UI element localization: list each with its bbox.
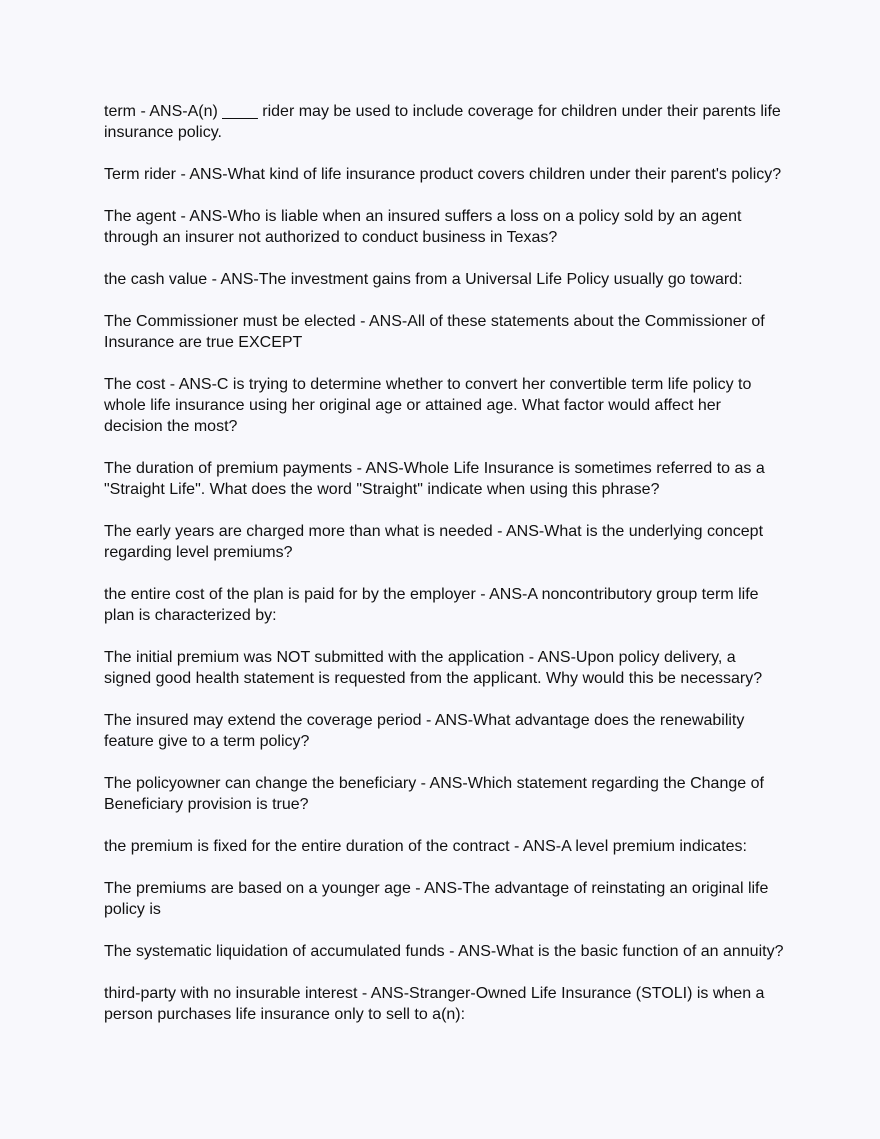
- qa-entry: [104, 206, 784, 248]
- entry-separator: - ANS-: [355, 313, 408, 330]
- entry-separator: - ANS-: [416, 775, 468, 792]
- entry-answer: The insured may extend the coverage period: [104, 712, 422, 729]
- qa-entry: [104, 269, 784, 290]
- qa-entry: [104, 983, 784, 1025]
- entry-question: What is the underlying concept regarding level premiums?: [104, 523, 764, 561]
- entry-answer: third-party with no insurable interest: [104, 985, 358, 1002]
- entry-separator: - ANS-: [165, 376, 217, 393]
- qa-entry: [104, 101, 784, 143]
- entry-question: A(n) ____ rider may be used to include coverage for children under their parents life insurance policy.: [104, 103, 781, 141]
- entry-answer: the cash value: [104, 271, 208, 288]
- qa-entry: [104, 647, 784, 689]
- entry-question: Stranger-Owned Life Insurance (STOLI) is when a person purchases life insurance only to sell to a(n):: [104, 985, 765, 1023]
- entry-answer: Term rider: [104, 166, 177, 183]
- entry-answer: The early years are charged more than what is needed: [104, 523, 493, 540]
- qa-entry: [104, 941, 784, 962]
- document-page: [104, 101, 784, 1046]
- entry-answer: The agent: [104, 208, 177, 225]
- entry-separator: - ANS-: [207, 271, 259, 288]
- entry-answer: The policyowner can change the beneficiary: [104, 775, 417, 792]
- qa-entry: [104, 878, 784, 920]
- qa-entry: [104, 374, 784, 437]
- entry-answer: The cost: [104, 376, 166, 393]
- qa-entry: [104, 164, 784, 185]
- entry-answer: The duration of premium payments: [104, 460, 353, 477]
- entry-answer: The Commissioner must be elected: [104, 313, 356, 330]
- entry-separator: - ANS-: [136, 103, 188, 120]
- entry-question: A level premium indicates:: [561, 838, 747, 855]
- entry-question: What is the basic function of an annuity?: [496, 943, 784, 960]
- entry-separator: - ANS-: [176, 208, 228, 225]
- entry-question: Who is liable when an insured suffers a loss on a policy sold by an agent through an insurer not authorized to conduct business in Texas?: [104, 208, 742, 246]
- entry-separator: - ANS-: [357, 985, 410, 1002]
- entry-answer: The initial premium was NOT submitted with the application: [104, 649, 525, 666]
- entry-separator: - ANS-: [492, 523, 545, 540]
- entry-question: What advantage does the renewability feature give to a term policy?: [104, 712, 745, 750]
- entry-separator: - ANS-: [509, 838, 562, 855]
- qa-entry: [104, 311, 784, 353]
- entry-separator: - ANS-: [176, 166, 228, 183]
- entry-question: Whole Life Insurance is sometimes referred to as a "Straight Life". What does the word "Straight" indicate when using this phrase?: [104, 460, 765, 498]
- entry-question: The investment gains from a Universal Life Policy usually go toward:: [258, 271, 743, 288]
- entry-separator: - ANS-: [421, 712, 474, 729]
- entry-question: Upon policy delivery, a signed good health statement is requested from the applicant. Why would this be necessary?: [104, 649, 763, 687]
- entry-question: A noncontributory group term life plan is characterized by:: [104, 586, 759, 624]
- entry-answer: The premiums are based on a younger age: [104, 880, 411, 897]
- entry-separator: - ANS-: [524, 649, 576, 666]
- entry-answer: the premium is fixed for the entire duration of the contract: [104, 838, 510, 855]
- qa-entry: [104, 710, 784, 752]
- entry-question: C is trying to determine whether to convert her convertible term life policy to whole life insurance using her original age or attained age. What factor would affect her decision the most?: [104, 376, 752, 435]
- qa-entry: [104, 458, 784, 500]
- entry-separator: - ANS-: [475, 586, 528, 603]
- entry-separator: - ANS-: [410, 880, 463, 897]
- entry-answer: the entire cost of the plan is paid for by the employer: [104, 586, 476, 603]
- entry-question: What kind of life insurance product covers children under their parent's policy?: [227, 166, 782, 183]
- entry-separator: - ANS-: [352, 460, 404, 477]
- qa-entry: [104, 773, 784, 815]
- entry-question: All of these statements about the Commissioner of Insurance are true EXCEPT: [104, 313, 765, 351]
- qa-entry: [104, 836, 784, 857]
- entry-question: Which statement regarding the Change of Beneficiary provision is true?: [104, 775, 764, 813]
- entry-separator: - ANS-: [444, 943, 497, 960]
- qa-entry: [104, 584, 784, 626]
- entry-question: The advantage of reinstating an original life policy is: [104, 880, 769, 918]
- qa-entry: [104, 521, 784, 563]
- entry-answer: term: [104, 103, 136, 120]
- entry-answer: The systematic liquidation of accumulated funds: [104, 943, 445, 960]
